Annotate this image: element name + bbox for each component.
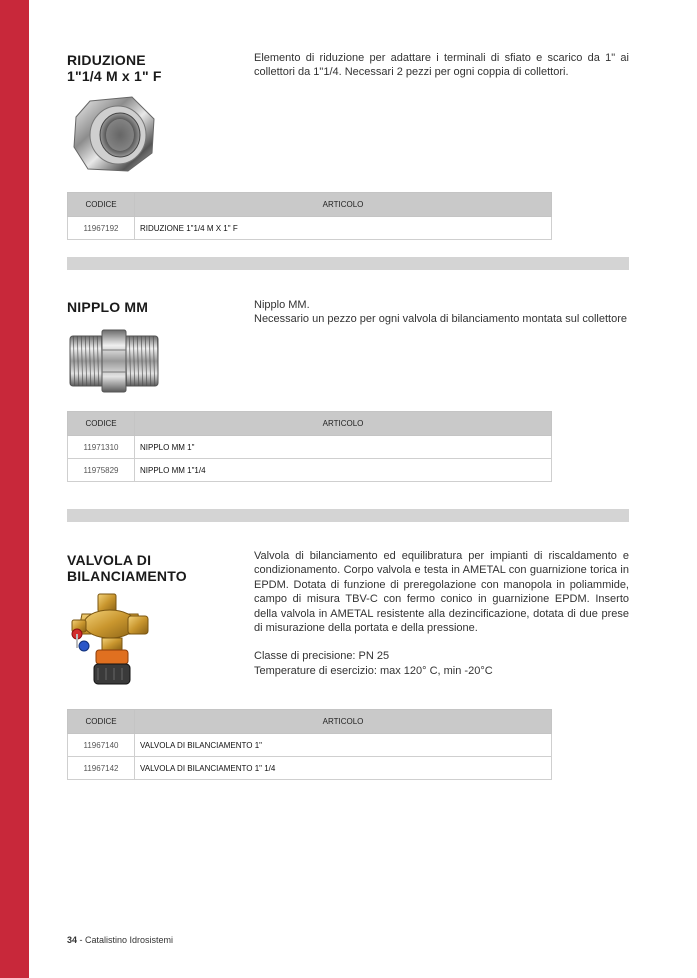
column-header-codice: CODICE [68, 710, 135, 734]
section-divider [67, 509, 629, 522]
reducer-fitting-image [70, 93, 158, 175]
product-code: 11975829 [68, 459, 135, 482]
description-text: Elemento di riduzione per adattare i terminali di sfiato e scarico da 1" ai collettori da 1"1/4. Necessari 2 pezzi per ogni coppia di collettori. [254, 52, 629, 79]
title-line: VALVOLA DI [67, 552, 152, 568]
section-description-riduzione [254, 51, 629, 80]
table-row [68, 217, 552, 240]
product-table-nipplo [67, 411, 552, 482]
product-code: 11971310 [68, 436, 135, 459]
footer-separator: - [77, 935, 86, 945]
product-code: 11967142 [68, 757, 135, 780]
page-number: 34 [67, 935, 78, 945]
side-accent-band [0, 0, 29, 978]
section-divider [67, 257, 629, 270]
description-text: Nipplo MM. [254, 299, 310, 311]
column-header-articolo: ARTICOLO [135, 193, 552, 217]
column-header-codice: CODICE [68, 193, 135, 217]
description-text: Valvola di bilanciamento ed equilibratura per impianti di riscaldamento e condizionamento. Corpo valvola e testa in AMETAL con guarnizione torica in EPDM. Dotata di funzione di preregolazione con manopola in poliammide, campo di misura TBV-C con fermo conico in guarnizione EPDM. Inserto della valvola in AMETAL resistente alla dezincificazione, dotata di due prese di misurazione della portata e della pressione. [254, 550, 629, 635]
page-footer [67, 935, 173, 945]
product-article: NIPPLO MM 1"1/4 [135, 459, 552, 482]
title-line: BILANCIAMENTO [67, 568, 187, 584]
description-text: Temperature di esercizio: max 120° C, min -20°C [254, 664, 493, 677]
table-row [68, 459, 552, 482]
column-header-codice: CODICE [68, 412, 135, 436]
section-title-nipplo [67, 299, 148, 315]
table-row [68, 734, 552, 757]
section-title-valvola [67, 552, 187, 584]
section-description-nipplo [254, 298, 629, 327]
product-article: NIPPLO MM 1" [135, 436, 552, 459]
description-text: Classe di precisione: PN 25 [254, 650, 390, 663]
column-header-articolo: ARTICOLO [135, 710, 552, 734]
product-table-riduzione [67, 192, 552, 240]
product-article: RIDUZIONE 1"1/4 M X 1" F [135, 217, 552, 240]
table-row [68, 757, 552, 780]
product-table-valvola [67, 709, 552, 780]
nipple-fitting-image [68, 326, 160, 394]
table-row [68, 436, 552, 459]
description-text: Necessario un pezzo per ogni valvola di bilanciamento montata sul collettore [254, 313, 627, 326]
title-line: NIPPLO MM [67, 299, 149, 315]
catalog-name: Catalistino Idrosistemi [85, 935, 174, 945]
product-code: 11967140 [68, 734, 135, 757]
title-line: RIDUZIONE [67, 52, 146, 68]
product-article: VALVOLA DI BILANCIAMENTO 1" [135, 734, 552, 757]
section-description-valvola [254, 549, 629, 678]
product-article: VALVOLA DI BILANCIAMENTO 1" 1/4 [135, 757, 552, 780]
title-line: 1"1/4 M x 1" F [67, 68, 162, 84]
balancing-valve-image [68, 588, 152, 688]
section-title-riduzione [67, 52, 162, 84]
column-header-articolo: ARTICOLO [135, 412, 552, 436]
product-code: 11967192 [68, 217, 135, 240]
